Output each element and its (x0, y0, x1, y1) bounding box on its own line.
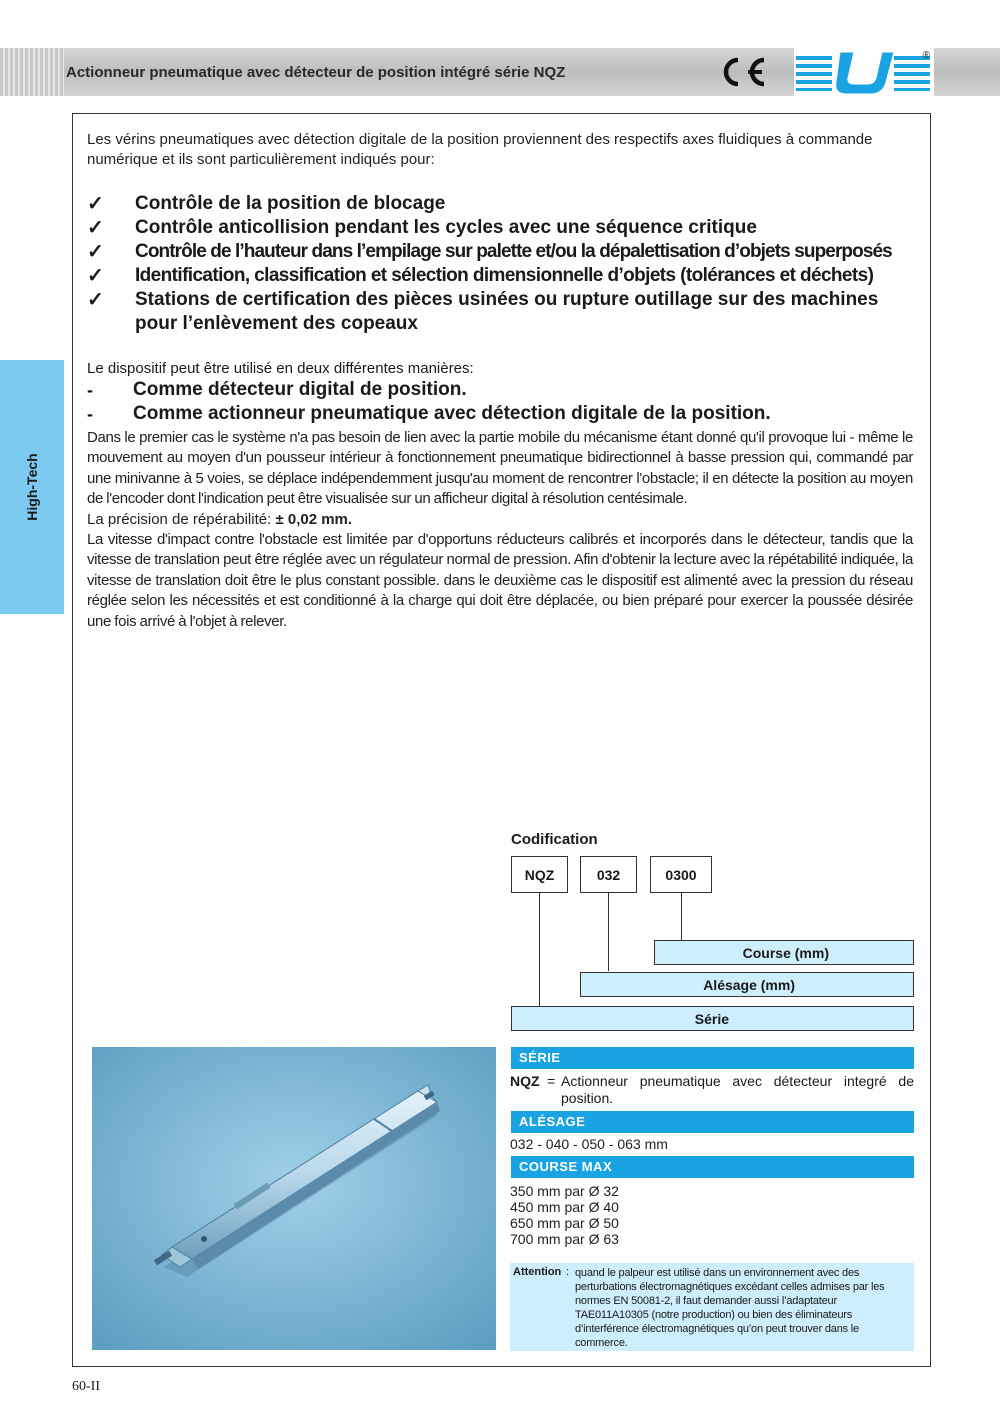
serie-header: SÉRIE (511, 1047, 914, 1069)
check-item-text: Stations de certification des pièces usinées ou rupture outillage sur des machines pour l’enlèvement des copeaux (135, 289, 879, 334)
description-paragraph-2: La vitesse d'impact contre l'obstacle est limitée par d'opportuns réducteurs calibrés et incorporés dans le détecteur, tandis que la vitesse de translation peut être réglée avec un régulateur normal de pression. Afin d'obtenir la lecture avec la répétabilité indiquée, la vitesse de translation doit être le plus constant possible. dans le deuxième cas le dispositif est alimenté avec la pression du réseau réglée selon les nécessités et est conditionné à la charge qui doit être déplacée, ou bien préparé pour exercer la poussée désirée une fois arrivé à l'objet à relever. (87, 531, 913, 630)
check-item-text: Contrôle de la position de blocage (135, 193, 446, 214)
attention-colon: : (566, 1266, 570, 1278)
serie-key: NQZ (510, 1073, 540, 1089)
registered-mark: ® (922, 50, 930, 61)
code-box-serie: NQZ (511, 856, 568, 893)
check-item-text: Contrôle anticollision pendant les cycles avec une séquence critique (135, 217, 757, 238)
logo-mark-icon (794, 48, 934, 96)
connector-line-course (681, 893, 682, 941)
precision-line (87, 510, 913, 530)
serie-equals: = (547, 1073, 556, 1089)
usage-dash: - (87, 404, 93, 424)
serie-description: Actionneur pneumatique avec détecteur integré de position. (561, 1073, 914, 1106)
checkmark-icon: ✓ (87, 241, 104, 263)
code-box-alesage: 032 (580, 856, 637, 893)
checkmark-icon: ✓ (87, 193, 104, 215)
check-item (87, 216, 927, 240)
description-body (87, 428, 913, 632)
connector-line-alesage (608, 893, 609, 971)
attention-text: quand le palpeur est utilisé dans un environnement avec des perturbations électromagnétiques excédant celles admises par les normes EN 50081-2, il faut demander aussi l’adaptateur TAE011A10305 (notre production) ou bien des éliminateurs d’interférence électromagnétiques qu’on peut trouver dans le commerce. (575, 1267, 885, 1349)
checkmark-icon: ✓ (87, 265, 104, 287)
course-value: 450 mm par Ø 40 (510, 1199, 619, 1215)
page-title: Actionneur pneumatique avec détecteur de position intégré série NQZ (66, 64, 566, 81)
usage-dash: - (87, 380, 93, 400)
check-item (87, 288, 927, 336)
checkmark-icon: ✓ (87, 289, 104, 311)
codification-title: Codification (511, 831, 598, 848)
usage-item-text: Comme actionneur pneumatique avec détection digitale de la position. (133, 403, 771, 424)
side-tab-label: High-Tech (24, 453, 40, 521)
ce-mark-icon (712, 52, 772, 92)
bar-course: Course (mm) (654, 940, 914, 965)
usage-intro: Le dispositif peut être utilisé en deux différentes manières: (87, 360, 474, 377)
product-photo (92, 1047, 496, 1350)
connector-line-serie (539, 893, 540, 1007)
intro-paragraph: Les vérins pneumatiques avec détection digitale de la position proviennent des respectifs axes fluidiques à commande numérique et ils sont particulièrement indiqués pour: (87, 131, 873, 168)
course-header: COURSE MAX (511, 1156, 914, 1178)
course-value: 700 mm par Ø 63 (510, 1231, 619, 1247)
code-box-course: 0300 (650, 856, 712, 893)
bar-serie: Série (511, 1006, 914, 1031)
checkmark-icon: ✓ (87, 217, 104, 239)
brand-logo (794, 48, 934, 96)
attention-label: Attention (513, 1266, 562, 1278)
course-value: 650 mm par Ø 50 (510, 1215, 619, 1231)
check-item-text: Contrôle de l’hauteur dans l’empilage sur palette et/ou la dépalettisation d’objets superposés (135, 241, 892, 262)
check-item (87, 192, 927, 216)
precision-label: La précision de répérabilité: (87, 510, 272, 528)
page-number: 60-II (72, 1379, 100, 1394)
bar-alesage: Alésage (mm) (580, 972, 914, 997)
description-paragraph-1: Dans le premier cas le système n'a pas besoin de lien avec la partie mobile du mécanisme étant donné qu'il provoque lui - même le mouvement au moyen d'un pousseur intérieur à fonctionnement pneumatique bidirectionnel à basse pression qui, commandé par une minivanne à 5 voies, se déplace indépendemment jusqu'au moment de rencontrer l'obstacle; il en détecte la position au moyen de l'encoder dont l'indication peut être visualisée sur un afficheur digital à résolution centésimale. (87, 429, 913, 508)
header-stripes (0, 48, 64, 96)
check-item-text: Identification, classification et sélection dimensionnelle d’objets (tolérances et déchets) (135, 265, 874, 286)
usage-item-text: Comme détecteur digital de position. (133, 379, 467, 400)
precision-value: ± 0,02 mm. (275, 510, 353, 528)
actuator-image (92, 1047, 496, 1350)
check-item (87, 264, 927, 288)
check-item (87, 240, 927, 264)
course-value: 350 mm par Ø 32 (510, 1183, 619, 1199)
alesage-header: ALÉSAGE (511, 1111, 914, 1133)
feature-checklist (87, 192, 927, 336)
alesage-values: 032 - 040 - 050 - 063 mm (510, 1136, 668, 1152)
